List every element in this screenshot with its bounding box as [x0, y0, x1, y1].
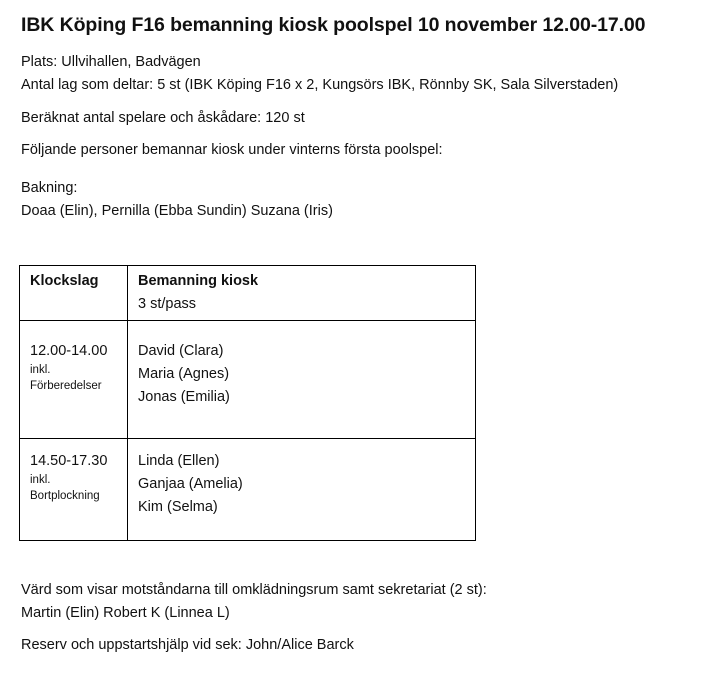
- table-header-row: [20, 266, 476, 321]
- column-header-klockslag: [20, 266, 128, 321]
- staff-name: Jonas (Emilia): [138, 389, 230, 405]
- shift-1-note-line-2: Förberedelser: [30, 379, 102, 392]
- shift-1-time: 12.00-14.00: [30, 343, 108, 359]
- staff-name: Linda (Ellen): [138, 453, 220, 469]
- shift-2-note-line-1: inkl.: [30, 474, 51, 486]
- plats-line: Plats: Ullvihallen, Badvägen: [21, 54, 201, 70]
- table-row-shift-2: [20, 439, 476, 541]
- document-title: IBK Köping F16 bemanning kiosk poolspel 10 november 12.00-17.00: [21, 14, 646, 36]
- staff-name: David (Clara): [138, 343, 224, 359]
- shift-1-note-line-1: inkl.: [30, 364, 51, 376]
- shift-1-names-cell: [128, 321, 476, 439]
- staff-name: Kim (Selma): [138, 499, 218, 515]
- reserv-line: Reserv och uppstartshjälp vid sek: John/Alice Barck: [21, 637, 354, 653]
- beraknat-line: Beräknat antal spelare och åskådare: 120 st: [21, 110, 305, 126]
- vard-names-line: Martin (Elin) Robert K (Linnea L): [21, 605, 230, 621]
- klockslag-header-label: Klockslag: [30, 273, 99, 289]
- staff-name: Maria (Agnes): [138, 366, 230, 382]
- vard-line: Värd som visar motståndarna till omklädningsrum samt sekretariat (2 st):: [21, 582, 487, 598]
- vard-paragraph: [21, 579, 710, 625]
- shift-2-time-cell: [20, 439, 128, 541]
- table-row-shift-1: [20, 321, 476, 439]
- staff-name: Ganjaa (Amelia): [138, 476, 243, 492]
- antal-lag-line: Antal lag som deltar: 5 st (IBK Köping F16 x 2, Kungsörs IBK, Rönnby SK, Sala Silverstaden): [21, 77, 619, 93]
- bakning-paragraph: [21, 177, 710, 223]
- staffing-table: [19, 265, 476, 541]
- shift-1-time-cell: [20, 321, 128, 439]
- bakning-label: Bakning:: [21, 180, 78, 196]
- shift-2-note-line-2: Bortplockning: [30, 489, 100, 502]
- bemanning-kiosk-header-label: Bemanning kiosk: [138, 273, 259, 289]
- bemanning-kiosk-header-subtext: 3 st/pass: [138, 296, 197, 312]
- intro-paragraph: [21, 51, 710, 97]
- shift-2-time: 14.50-17.30: [30, 453, 108, 469]
- column-header-bemanning-kiosk: [128, 266, 476, 321]
- shift-2-names-cell: [128, 439, 476, 541]
- foljande-line: Följande personer bemannar kiosk under vinterns första poolspel:: [21, 142, 443, 158]
- bakning-names: Doaa (Elin), Pernilla (Ebba Sundin) Suzana (Iris): [21, 203, 333, 219]
